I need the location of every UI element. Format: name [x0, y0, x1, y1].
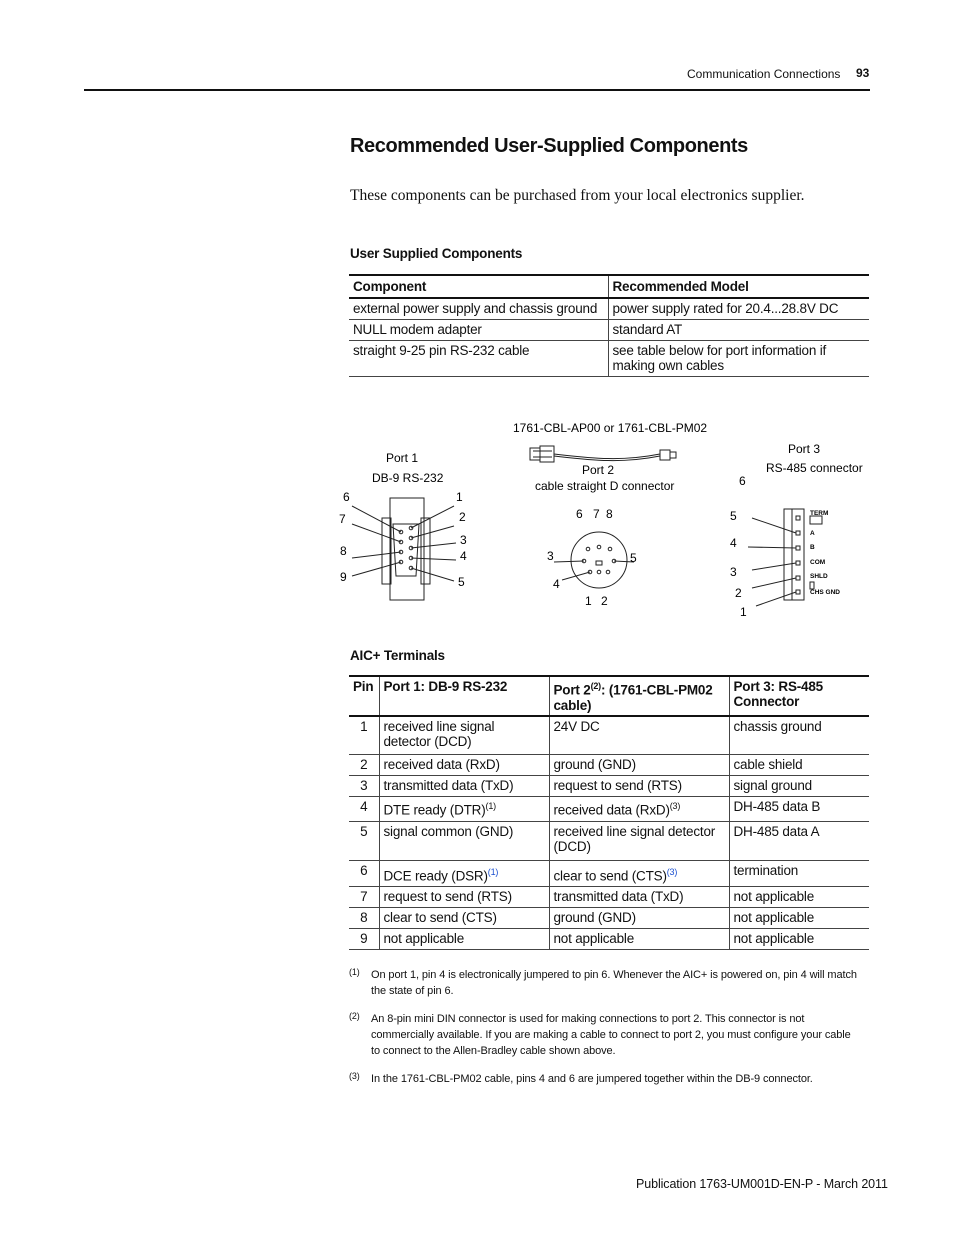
- cell-text: DTE ready (DTR): [383, 802, 486, 818]
- table-cell: not applicable: [729, 908, 869, 929]
- pin-label: 2: [459, 510, 466, 524]
- table-cell: [549, 860, 729, 887]
- pin-label: 3: [547, 549, 554, 563]
- table-row: [349, 929, 869, 950]
- footnote-mark: (1): [349, 967, 360, 977]
- header-text: Port 2: [553, 682, 591, 698]
- pin-label: 3: [460, 533, 467, 547]
- pin-cell: 4: [349, 797, 379, 822]
- table-cell: clear to send (CTS): [379, 908, 549, 929]
- pin-label: 7: [593, 507, 600, 521]
- pin-label: 4: [553, 577, 560, 591]
- table-cell: 24V DC: [549, 716, 729, 755]
- footnote-text: In the 1761-CBL-PM02 cable, pins 4 and 6 are jumpered together within the DB-9 connector.: [371, 1073, 813, 1085]
- running-header-section: Communication Connections: [687, 67, 841, 81]
- table-cell: signal common (GND): [379, 821, 549, 860]
- footnote-mark: (3): [349, 1071, 360, 1081]
- footnote-text: On port 1, pin 4 is electronically jumpered to pin 6. Whenever the AIC+ is powered on, pin 4 will match the state of pin 6.: [371, 969, 857, 997]
- table-row: [349, 908, 869, 929]
- table-cell: signal ground: [729, 776, 869, 797]
- aic-terminals-table: [349, 675, 869, 950]
- pin-label: 5: [630, 551, 637, 565]
- table-cell: [549, 797, 729, 822]
- table-row: [349, 341, 869, 377]
- pin-label: 9: [340, 570, 347, 584]
- publication-footer: Publication 1763-UM001D-EN-P - March 2011: [636, 1177, 888, 1191]
- table-cell: received data (RxD): [379, 755, 549, 776]
- table-cell: not applicable: [549, 929, 729, 950]
- table-cell: not applicable: [729, 887, 869, 908]
- table-row: [349, 887, 869, 908]
- port2-title: Port 2: [582, 463, 615, 477]
- table-row: [349, 320, 869, 341]
- table-cell: DH-485 data B: [729, 797, 869, 822]
- cell-text: DCE ready (DSR): [383, 868, 488, 883]
- table-row: [349, 797, 869, 822]
- table-cell: request to send (RTS): [379, 887, 549, 908]
- pin-cell: 9: [349, 929, 379, 950]
- section-title: Recommended User-Supplied Components: [350, 135, 748, 157]
- cell-text: received data (RxD): [553, 802, 670, 818]
- column-header: [549, 676, 729, 716]
- terminal-label: TERM: [810, 510, 829, 517]
- table-cell: NULL modem adapter: [349, 320, 608, 341]
- pin-label: 6: [343, 490, 350, 504]
- pin-label: 2: [601, 594, 608, 608]
- cable-label: 1761-CBL-AP00 or 1761-CBL-PM02: [513, 421, 708, 435]
- table-cell: not applicable: [379, 929, 549, 950]
- pin-label: 1: [585, 594, 592, 608]
- table-cell: [379, 797, 549, 822]
- pin-label: 8: [606, 507, 613, 521]
- mini-din-connector-icon: [554, 532, 634, 588]
- table-cell: external power supply and chassis ground: [349, 298, 608, 320]
- port1-title: Port 1: [386, 451, 419, 465]
- connector-diagram: [330, 410, 870, 630]
- cell-text: clear to send (CTS): [553, 868, 667, 883]
- intro-paragraph: These components can be purchased from your local electronics supplier.: [350, 187, 805, 204]
- column-header: Port 3: RS-485 Connector: [729, 676, 869, 716]
- pin-cell: 1: [349, 716, 379, 755]
- pin-label: 5: [730, 509, 737, 523]
- footnote-mark: (2): [349, 1011, 360, 1021]
- pin-cell: 2: [349, 755, 379, 776]
- port2-subtitle: cable straight D connector: [535, 479, 675, 493]
- table-row: [349, 776, 869, 797]
- table-cell: ground (GND): [549, 908, 729, 929]
- table-cell: transmitted data (TxD): [379, 776, 549, 797]
- table-cell: straight 9-25 pin RS-232 cable: [349, 341, 608, 377]
- pin-label: 3: [730, 565, 737, 579]
- column-header: Component: [349, 275, 608, 298]
- terminal-label: A: [810, 530, 815, 537]
- footnote-ref[interactable]: (1): [487, 866, 499, 877]
- table-cell: power supply rated for 20.4...28.8V DC: [608, 298, 869, 320]
- column-header: Recommended Model: [608, 275, 869, 298]
- pin-cell: 5: [349, 821, 379, 860]
- table-cell: cable shield: [729, 755, 869, 776]
- terminal-label: CHS GND: [810, 589, 840, 596]
- footnote-ref[interactable]: (1): [485, 801, 496, 811]
- pin-label: 5: [458, 575, 465, 589]
- table-row: [349, 821, 869, 860]
- table-header-row: [349, 676, 869, 716]
- port3-title: Port 3: [788, 442, 821, 456]
- cable-icon: [530, 446, 676, 462]
- table-cell: termination: [729, 860, 869, 887]
- pin-label: 6: [739, 474, 746, 488]
- pin-label: 2: [735, 586, 742, 600]
- table-cell: not applicable: [729, 929, 869, 950]
- pin-label: 4: [460, 549, 467, 563]
- port1-subtitle: DB-9 RS-232: [372, 471, 444, 485]
- pin-cell: 7: [349, 887, 379, 908]
- aic-table-caption: AIC+ Terminals: [350, 648, 445, 663]
- header-text: : (1761-CBL-PM02 cable): [553, 682, 713, 713]
- pin-label: 4: [730, 536, 737, 550]
- table-cell: see table below for port information if making own cables: [608, 341, 869, 377]
- header-rule: [84, 89, 870, 91]
- pin-label: 1: [740, 605, 747, 619]
- pin-label: 8: [340, 544, 347, 558]
- pin-label: 1: [456, 490, 463, 504]
- table-cell: DH-485 data A: [729, 821, 869, 860]
- pin-cell: 6: [349, 860, 379, 887]
- footnote-ref[interactable]: (2): [590, 681, 601, 691]
- db9-connector-icon: [352, 498, 456, 600]
- page-number: 93: [856, 66, 870, 80]
- components-table: [349, 274, 869, 377]
- footnote-ref[interactable]: (3): [666, 866, 678, 877]
- table-cell: received line signal detector (DCD): [549, 821, 729, 860]
- column-header: Port 1: DB-9 RS-232: [379, 676, 549, 716]
- port3-pin-labels: [730, 474, 747, 619]
- terminal-label: B: [810, 544, 815, 551]
- terminal-label: SHLD: [810, 573, 828, 580]
- pin-label: 7: [339, 512, 346, 526]
- table-cell: chassis ground: [729, 716, 869, 755]
- table-row: [349, 755, 869, 776]
- table-row: [349, 860, 869, 887]
- pin-cell: 3: [349, 776, 379, 797]
- table-cell: received line signal detector (DCD): [379, 716, 549, 755]
- footnote-ref[interactable]: (3): [669, 801, 681, 811]
- terminal-label: COM: [810, 559, 826, 566]
- table-cell: ground (GND): [549, 755, 729, 776]
- terminal-labels: [810, 510, 840, 596]
- table-header-row: [349, 275, 869, 298]
- pin-cell: 8: [349, 908, 379, 929]
- pin-label: 6: [576, 507, 583, 521]
- table-row: [349, 716, 869, 755]
- table-cell: request to send (RTS): [549, 776, 729, 797]
- footnote-text: An 8-pin mini DIN connector is used for making connections to port 2. This connector is not commercially available. If you are making a cable to connect to port 2, you must configure your cable to connect to the Allen-Bradley cable shown above.: [371, 1013, 851, 1057]
- port2-pin-labels: [547, 507, 637, 608]
- table-row: [349, 298, 869, 320]
- port3-subtitle: RS-485 connector: [766, 461, 863, 475]
- table-cell: [379, 860, 549, 887]
- table-cell: transmitted data (TxD): [549, 887, 729, 908]
- column-header: Pin: [349, 676, 379, 716]
- table-cell: standard AT: [608, 320, 869, 341]
- components-table-caption: User Supplied Components: [350, 246, 523, 261]
